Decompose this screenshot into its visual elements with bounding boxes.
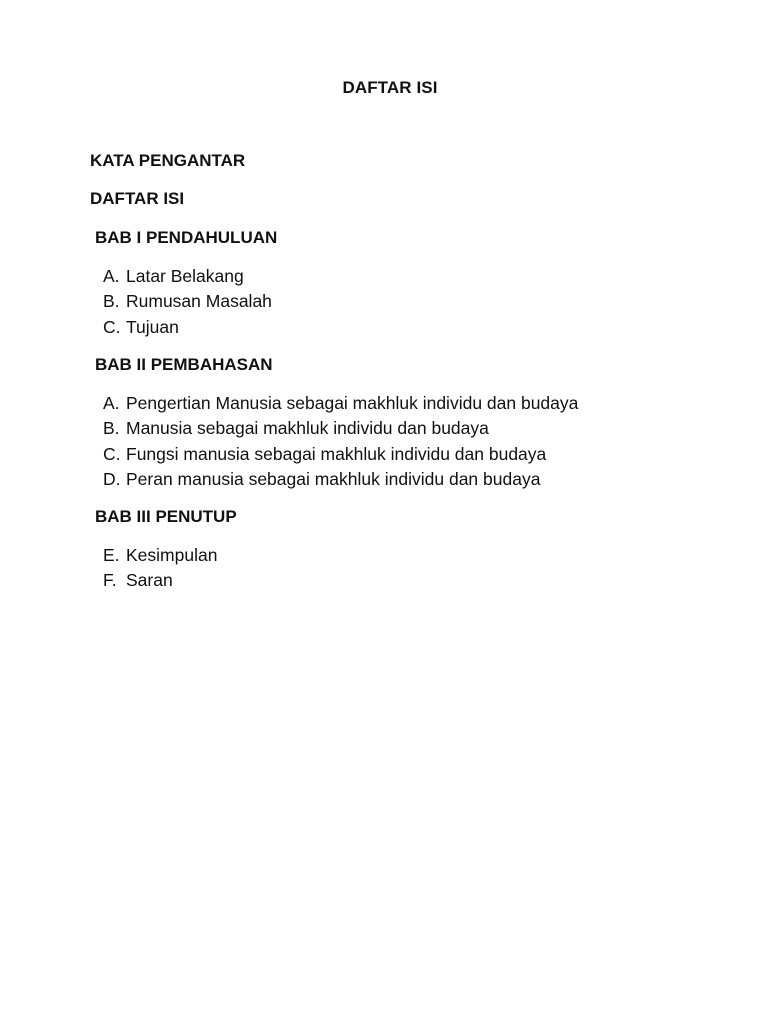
list-item — [103, 391, 578, 416]
list-item-text: Fungsi manusia sebagai makhluk individu dan budaya — [126, 443, 547, 464]
heading-bab-1: BAB I PENDAHULUAN — [95, 228, 278, 247]
list-item — [103, 315, 272, 340]
list-marker: A. — [103, 393, 120, 413]
list-item — [103, 442, 578, 467]
list-item — [103, 568, 217, 593]
list-item — [103, 467, 578, 492]
heading-kata-pengantar: KATA PENGANTAR — [90, 151, 246, 170]
list-marker: A. — [103, 266, 120, 286]
list-marker: C. — [103, 316, 121, 337]
list-item-text: Saran — [126, 570, 173, 591]
heading-bab-3: BAB III PENUTUP — [95, 507, 237, 526]
heading-bab-2: BAB II PEMBAHASAN — [95, 355, 273, 374]
list-marker: B. — [103, 418, 120, 439]
list-item — [103, 289, 272, 314]
list-bab-2 — [103, 391, 578, 493]
list-item-text: Peran manusia sebagai makhluk individu dan budaya — [126, 469, 541, 490]
list-item-text: Kesimpulan — [126, 545, 218, 565]
list-item-text: Pengertian Manusia sebagai makhluk individu dan budaya — [126, 393, 579, 413]
list-bab-3 — [103, 543, 217, 594]
heading-daftar-isi: DAFTAR ISI — [90, 189, 185, 208]
list-marker: F. — [103, 570, 117, 591]
list-marker: C. — [103, 443, 121, 464]
page-title: DAFTAR ISI — [342, 78, 438, 97]
list-item — [103, 543, 217, 568]
list-item-text: Tujuan — [126, 316, 179, 337]
list-marker: D. — [103, 469, 121, 490]
list-item-text: Rumusan Masalah — [126, 291, 272, 312]
list-marker: B. — [103, 291, 120, 312]
list-marker: E. — [103, 545, 120, 565]
list-item — [103, 416, 578, 441]
list-bab-1 — [103, 264, 272, 340]
list-item-text: Manusia sebagai makhluk individu dan budaya — [126, 418, 489, 439]
list-item-text: Latar Belakang — [126, 266, 244, 286]
list-item — [103, 264, 272, 289]
